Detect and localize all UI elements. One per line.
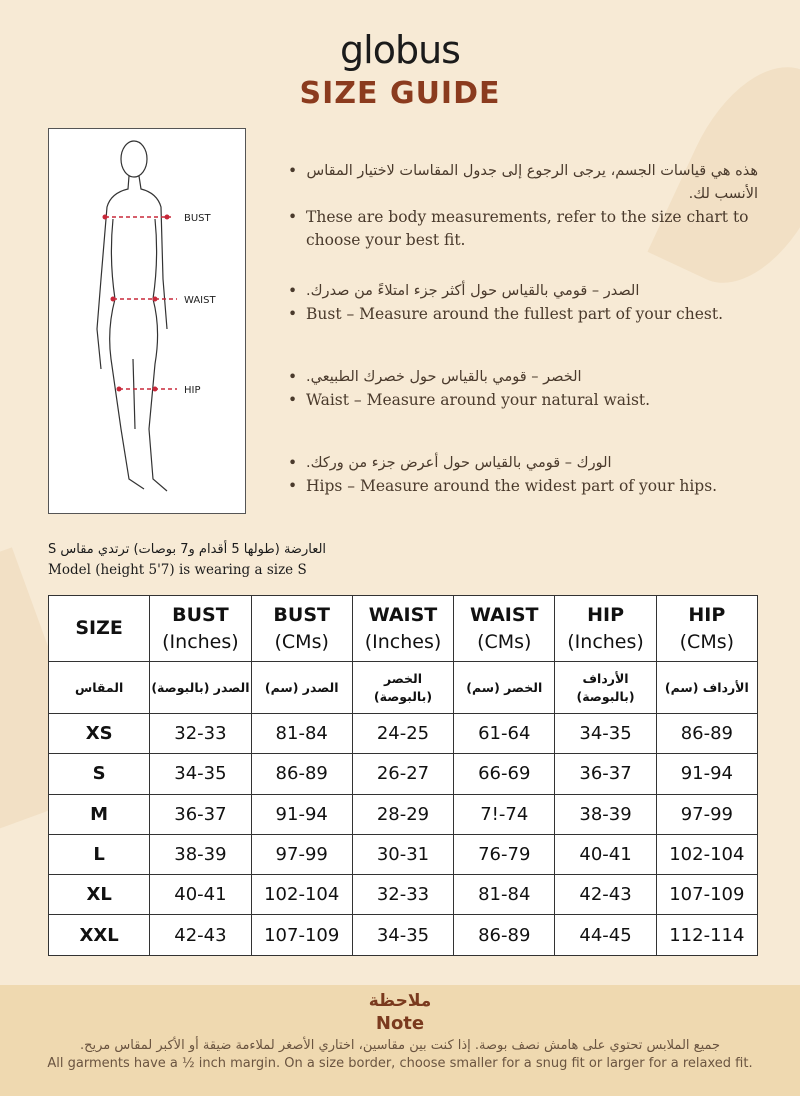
header-measure: WAIST: [470, 603, 539, 626]
column-header-ar: الصدر (سم): [251, 662, 352, 714]
measurement-cell: 107-109: [251, 915, 352, 955]
instruction-en: Waist – Measure around your natural waist.: [306, 391, 651, 409]
measurement-cell: 44-45: [555, 915, 656, 955]
body-silhouette-icon: [49, 129, 245, 513]
bust-label: BUST: [184, 213, 211, 224]
table-row: [49, 834, 758, 874]
measurement-cell: 97-99: [656, 794, 757, 834]
measurement-cell: 112-114: [656, 915, 757, 955]
note-text-ar: جميع الملابس تحتوي على هامش نصف بوصة. إذا كنت بين مقاسين، اختاري الأصغر لملاءمة ضيقة أو الأكبر لمقاس مريح.: [79, 1038, 721, 1053]
size-cell: L: [49, 834, 150, 874]
column-header: [150, 596, 251, 662]
measurement-cell: 86-89: [656, 714, 757, 754]
size-cell: M: [49, 794, 150, 834]
model-info-ar: العارضة (طولها 5 أقدام و7 بوصات) ترتدي مقاس S: [48, 542, 327, 557]
instruction-en: Bust – Measure around the fullest part of your chest.: [306, 305, 723, 323]
instruction-hips: • الورك – قومي بالقياس حول أعرض جزء من وركك. • Hips – Measure around the widest part of your hips.: [288, 452, 758, 498]
measurement-cell: 42-43: [555, 875, 656, 915]
instruction-en: Hips – Measure around the widest part of your hips.: [306, 477, 718, 495]
column-header: [251, 596, 352, 662]
measurement-cell: 107-109: [656, 875, 757, 915]
measurement-cell: 102-104: [656, 834, 757, 874]
size-cell: S: [49, 754, 150, 794]
column-header-ar: الأرداف (سم): [656, 662, 757, 714]
measurement-cell: 7!-74: [454, 794, 555, 834]
column-header: [49, 596, 150, 662]
hip-label: HIP: [184, 385, 201, 396]
measurement-cell: 24-25: [352, 714, 453, 754]
instruction-ar: الخصر – قومي بالقياس حول خصرك الطبيعي.: [306, 369, 582, 385]
page-title: SIZE GUIDE: [299, 76, 501, 111]
model-info-en: Model (height 5'7) is wearing a size S: [48, 562, 307, 578]
size-cell: XS: [49, 714, 150, 754]
size-cell: XXL: [49, 915, 150, 955]
note-section: [0, 985, 800, 1096]
column-header: [454, 596, 555, 662]
table-header-row: [49, 596, 758, 662]
body-figure: [48, 128, 246, 514]
instruction-waist: • الخصر – قومي بالقياس حول خصرك الطبيعي. • Waist – Measure around your natural waist.: [288, 366, 758, 412]
instruction-ar: الورك – قومي بالقياس حول أعرض جزء من وركك.: [306, 455, 612, 471]
column-header-ar: الأرداف (بالبوصة): [555, 662, 656, 714]
table-row: [49, 794, 758, 834]
table-row: [49, 875, 758, 915]
measurement-cell: 97-99: [251, 834, 352, 874]
column-header: [352, 596, 453, 662]
note-title: Note: [375, 1013, 425, 1034]
column-header-ar: الخصر (بالبوصة): [352, 662, 453, 714]
measurement-cell: 76-79: [454, 834, 555, 874]
header-unit: (Inches): [364, 630, 442, 653]
header-unit: (CMs): [477, 630, 532, 653]
measurement-cell: 34-35: [150, 754, 251, 794]
measurement-cell: 38-39: [150, 834, 251, 874]
size-cell: XL: [49, 875, 150, 915]
column-header-ar: الصدر (بالبوصة): [150, 662, 251, 714]
header-measure: HIP: [587, 603, 624, 626]
header-unit: (Inches): [567, 630, 644, 653]
column-header: [555, 596, 656, 662]
measurement-cell: 32-33: [150, 714, 251, 754]
measurement-cell: 91-94: [656, 754, 757, 794]
measurement-cell: 40-41: [555, 834, 656, 874]
table-row: [49, 714, 758, 754]
instruction-general: • هذه هي قياسات الجسم، يرجى الرجوع إلى جدول المقاسات لاختيار المقاس الأنسب لك. • These are body measurements, refer to the size chart to choose your best fit.: [288, 160, 758, 252]
column-header-ar: المقاس: [49, 662, 150, 714]
column-header-ar: الخصر (سم): [454, 662, 555, 714]
measurement-cell: 40-41: [150, 875, 251, 915]
header-unit: (Inches): [162, 630, 239, 653]
measurement-cell: 30-31: [352, 834, 453, 874]
measurement-cell: 26-27: [352, 754, 453, 794]
measurement-cell: 102-104: [251, 875, 352, 915]
measurement-cell: 36-37: [150, 794, 251, 834]
instruction-en: These are body measurements, refer to the size chart to choose your best fit.: [306, 208, 749, 249]
brand-logo: globus: [340, 28, 460, 72]
header-measure: SIZE: [75, 617, 123, 639]
measurement-cell: 91-94: [251, 794, 352, 834]
measurement-cell: 36-37: [555, 754, 656, 794]
model-info: [48, 540, 326, 580]
table-row: [49, 754, 758, 794]
measurement-cell: 86-89: [454, 915, 555, 955]
measurement-instructions: [288, 160, 758, 526]
measurement-cell: 28-29: [352, 794, 453, 834]
header-unit: (CMs): [679, 630, 735, 653]
measurement-cell: 81-84: [454, 875, 555, 915]
measurement-cell: 34-35: [352, 915, 453, 955]
measurement-cell: 61-64: [454, 714, 555, 754]
measurement-cell: 86-89: [251, 754, 352, 794]
note-text-en: All garments have a ½ inch margin. On a size border, choose smaller for a snug fit or larger for a relaxed fit.: [47, 1056, 753, 1071]
header-measure: BUST: [172, 603, 229, 626]
measurement-cell: 81-84: [251, 714, 352, 754]
header-measure: BUST: [273, 603, 330, 626]
instruction-ar: الصدر – قومي بالقياس حول أكثر جزء امتلاءً من صدرك.: [306, 283, 640, 299]
header-unit: (CMs): [274, 630, 329, 653]
instruction-ar: هذه هي قياسات الجسم، يرجى الرجوع إلى جدول المقاسات لاختيار المقاس الأنسب لك.: [306, 163, 758, 202]
table-arabic-header-row: [49, 662, 758, 714]
measurement-cell: 34-35: [555, 714, 656, 754]
measurement-cell: 32-33: [352, 875, 453, 915]
measurement-cell: 42-43: [150, 915, 251, 955]
size-chart-table: [48, 595, 758, 956]
instruction-bust: • الصدر – قومي بالقياس حول أكثر جزء امتلاءً من صدرك. • Bust – Measure around the fullest part of your chest.: [288, 280, 758, 326]
waist-label: WAIST: [184, 295, 216, 306]
header-measure: HIP: [688, 603, 726, 626]
measurement-cell: 38-39: [555, 794, 656, 834]
column-header: [656, 596, 757, 662]
table-row: [49, 915, 758, 955]
header-measure: WAIST: [368, 603, 438, 626]
note-title-ar: ملاحظة: [368, 991, 432, 1011]
measurement-cell: 66-69: [454, 754, 555, 794]
